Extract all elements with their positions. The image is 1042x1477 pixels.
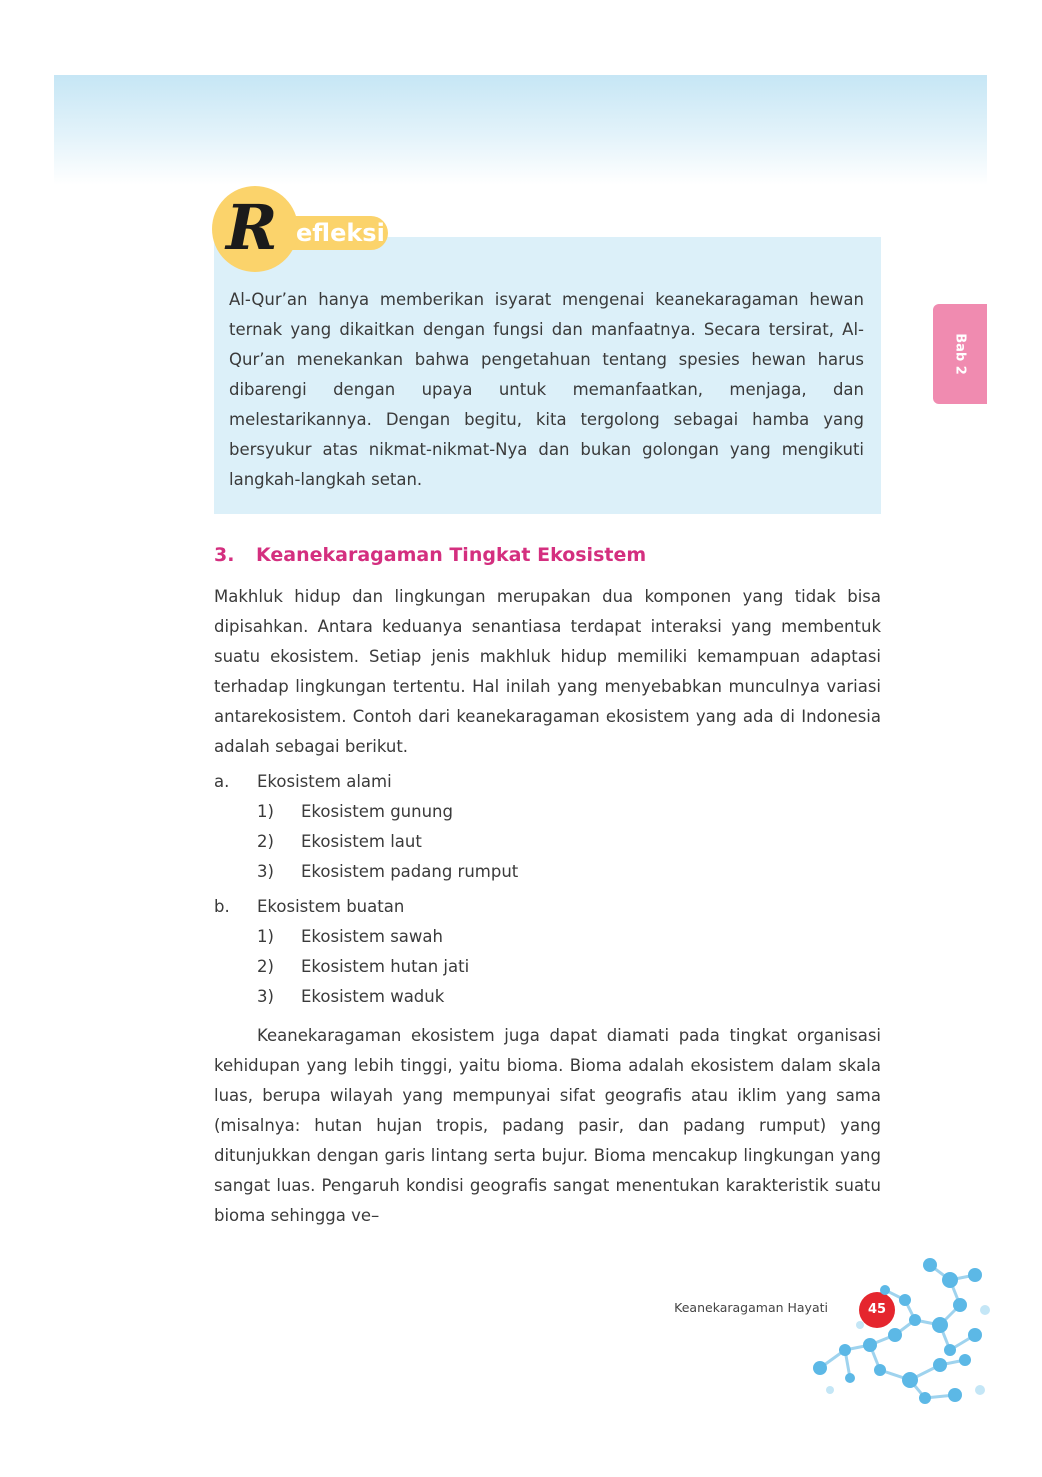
- list-label: Ekosistem alami: [257, 772, 392, 791]
- section-heading: [214, 540, 881, 570]
- sub-list-label: Ekosistem waduk: [301, 987, 445, 1006]
- sub-list-marker: 2): [257, 957, 274, 976]
- sub-list-item: [214, 952, 881, 982]
- sub-list-label: Ekosistem padang rumput: [301, 862, 519, 881]
- sub-list-marker: 3): [257, 987, 274, 1006]
- list-item: [214, 767, 881, 797]
- chapter-tab-label: Bab 2: [952, 333, 968, 375]
- body-paragraph: Keanekaragaman ekosistem juga dapat diamati pada tingkat organisasi kehidupan yang lebih tinggi, yaitu bioma. Bioma adalah ekosistem dalam skala luas, berupa wilayah yang mempunyai sifat geografis atau iklim yang sama (misalnya: hutan hujan tropis, padang pasir, dan padang rumput) yang ditunjukkan dengan garis lintang serta bujur. Bioma mencakup lingkungan yang sangat luas. Pengaruh kondisi geografis sangat menentukan karakteristik suatu bioma sehingga ve–: [214, 1026, 881, 1225]
- sub-list-item: [214, 922, 881, 952]
- sub-list-marker: 1): [257, 802, 274, 821]
- ecosystem-list: [214, 767, 881, 1012]
- body-paragraph: Makhluk hidup dan lingkungan merupakan dua komponen yang tidak bisa dipisahkan. Antara keduanya senantiasa terdapat interaksi yang membentuk suatu ekosistem. Setiap jenis makhluk hidup memiliki kemampuan adaptasi terhadap lingkungan tertentu. Hal inilah yang menyebabkan munculnya variasi antarekosistem. Contoh dari keanekaragaman ekosistem yang ada di Indonesia adalah sebagai berikut.: [214, 587, 881, 756]
- list-item: [214, 892, 881, 922]
- refleksi-initial: R: [226, 191, 278, 264]
- sub-list-marker: 1): [257, 927, 274, 946]
- page-header-band: [54, 75, 987, 185]
- sub-list-label: Ekosistem gunung: [301, 802, 453, 821]
- chapter-tab: [933, 304, 987, 404]
- sub-list-label: Ekosistem sawah: [301, 927, 443, 946]
- section-title: Keanekaragaman Tingkat Ekosistem: [256, 544, 647, 566]
- list-label: Ekosistem buatan: [257, 897, 405, 916]
- sub-list-marker: 2): [257, 832, 274, 851]
- refleksi-badge: [212, 186, 392, 276]
- list-marker: a.: [214, 772, 230, 791]
- sub-list-marker: 3): [257, 862, 274, 881]
- sub-list-item: [214, 857, 881, 887]
- sub-list-item: [214, 797, 881, 827]
- refleksi-word: efleksi: [296, 219, 385, 247]
- list-marker: b.: [214, 897, 230, 916]
- molecule-decoration-icon: [800, 1250, 990, 1405]
- refleksi-text: Al-Qur’an hanya memberikan isyarat mengenai keanekaragaman hewan ternak yang dikaitkan dengan fungsi dan manfaatnya. Secara tersirat, Al-Qur’an menekankan bahwa pengetahuan tentang spesies hewan harus dibarengi dengan upaya untuk memanfaatkan, menjaga, dan melestarikannya. Dengan begitu, kita tergolong sebagai hamba yang bersyukur atas nikmat-nikmat-Nya dan bukan golongan yang mengikuti langkah-langkah setan.: [229, 290, 864, 489]
- sub-list-item: [214, 827, 881, 857]
- footer-book-title: Keanekaragaman Hayati: [674, 1300, 828, 1315]
- section-number: 3.: [214, 544, 235, 566]
- sub-list-label: Ekosistem laut: [301, 832, 422, 851]
- sub-list-label: Ekosistem hutan jati: [301, 957, 470, 976]
- page-number-badge: 45: [859, 1292, 895, 1328]
- sub-list-item: [214, 982, 881, 1012]
